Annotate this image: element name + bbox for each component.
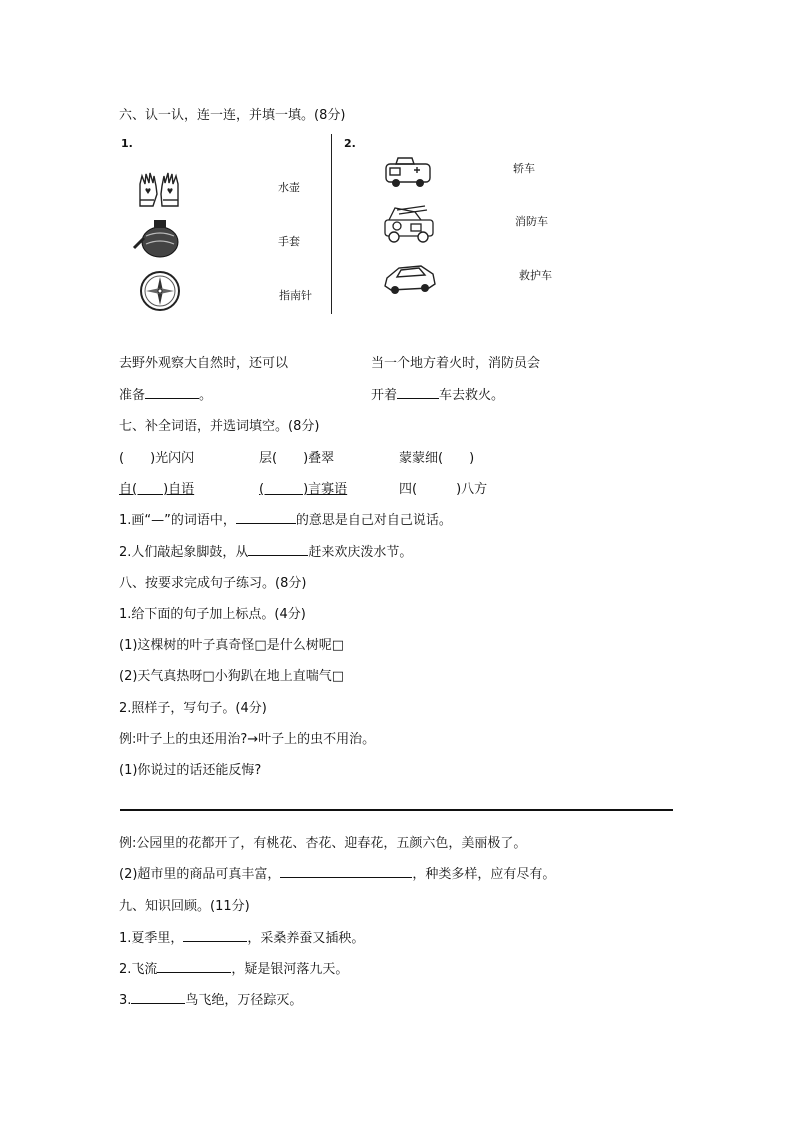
section7-q2: 2.人们敲起象脚鼓，从 赶来欢庆泼水节。 — [119, 545, 413, 560]
section7-heading: 七、补全词语，并选词填空。(8分) — [119, 419, 320, 434]
car-icon — [381, 262, 439, 298]
blank-poem2[interactable] — [157, 960, 231, 973]
section8-sub2: 2.照样子，写句子。(4分) — [119, 701, 267, 716]
canteen-icon — [132, 218, 182, 260]
word-item: 四( )八方 — [399, 482, 488, 497]
section8-heading: 八、按要求完成句子练习。(8分) — [119, 576, 307, 591]
part2-number: 2. — [344, 137, 356, 150]
part2-fill-line1: 当一个地方着火时，消防员会 — [371, 356, 541, 371]
compass-icon — [139, 270, 181, 312]
word-ambulance: 救护车 — [519, 269, 552, 282]
word-item: ( )光闪闪 — [119, 451, 195, 466]
rewrite-question-2: (2)超市里的商品可真丰富， ，种类多样，应有尽有。 — [119, 867, 556, 882]
blank-part2[interactable] — [397, 386, 439, 399]
word-item: 层( )叠翠 — [259, 451, 335, 466]
section7-q1: 1.画“—”的词语中， 的意思是自己对自己说话。 — [119, 513, 452, 528]
word-gloves: 手套 — [278, 235, 300, 248]
answer-line[interactable] — [120, 809, 673, 811]
punctuation-sentence-2: (2)天气真热呀□小狗趴在地上直喘气□ — [119, 669, 344, 684]
blank-poem3[interactable] — [131, 991, 185, 1004]
poem-line-1: 1.夏季里， ，采桑养蚕又插秧。 — [119, 931, 365, 946]
word-fire-truck: 消防车 — [515, 215, 548, 228]
gloves-icon — [136, 170, 182, 208]
blank-part1[interactable] — [145, 386, 199, 399]
part1-fill-line2: 准备 。 — [119, 388, 213, 403]
section8-sub1: 1.给下面的句子加上标点。(4分) — [119, 607, 306, 622]
blank-poem1[interactable] — [183, 929, 247, 942]
word-item: 蒙蒙细( ) — [399, 451, 475, 466]
blank-s8q2[interactable] — [280, 865, 412, 878]
part1-fill-line1: 去野外观察大自然时，还可以 — [119, 356, 289, 371]
section9-heading: 九、知识回顾。(11分) — [119, 899, 250, 914]
word-kettle: 水壶 — [278, 181, 300, 194]
punctuation-sentence-1: (1)这棵树的叶子真奇怪□是什么树呢□ — [119, 638, 344, 653]
blank-s7q1[interactable] — [236, 511, 296, 524]
poem-line-3: 3. 鸟飞绝，万径踪灭。 — [119, 993, 303, 1008]
blank-s7q2[interactable] — [248, 543, 308, 556]
fire-truck-icon — [381, 204, 437, 246]
word-sedan: 轿车 — [513, 162, 535, 175]
poem-line-2: 2.飞流 ，疑是银河落九天。 — [119, 962, 349, 977]
example-2: 例:公园里的花都开了，有桃花、杏花、迎春花，五颜六色，美丽极了。 — [119, 836, 527, 851]
part1-number: 1. — [121, 137, 133, 150]
ambulance-icon — [382, 154, 434, 190]
word-item: ( )言寡语 — [259, 482, 348, 497]
word-compass: 指南针 — [279, 289, 312, 302]
section6-heading: 六、认一认，连一连，并填一填。(8分) — [119, 108, 346, 123]
rewrite-question-1: (1)你说过的话还能反悔? — [119, 763, 262, 778]
example-1: 例:叶子上的虫还用治?→叶子上的虫不用治。 — [119, 732, 376, 747]
column-divider — [331, 134, 332, 314]
part2-fill-line2: 开着 车去救火。 — [371, 388, 505, 403]
word-item: 自( )自语 — [119, 482, 195, 497]
